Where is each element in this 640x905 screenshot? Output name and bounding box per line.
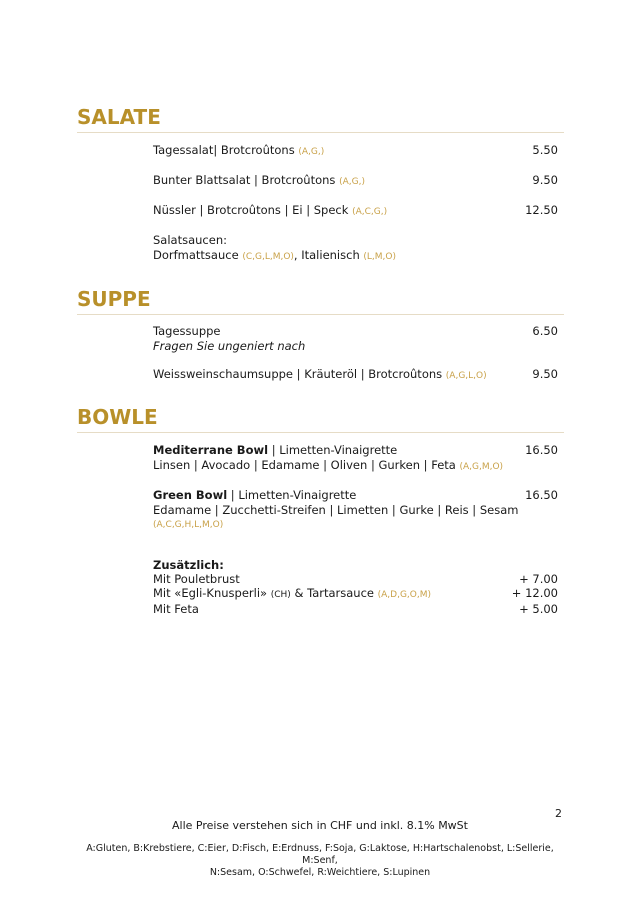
- menu-item: [153, 488, 558, 533]
- page-number: 2: [555, 807, 562, 820]
- menu-item: [153, 443, 558, 475]
- sauce-name: Dorfmattsauce: [153, 248, 239, 262]
- menu-item: [153, 173, 558, 190]
- menu-item: [153, 367, 558, 384]
- sauces-label: Salatsaucen:: [153, 233, 227, 247]
- allergen-legend-line: N:Sesam, O:Schwefel, R:Weichtiere, S:Lupinen: [209, 867, 431, 878]
- allergen-codes: (A,G,M,O): [459, 462, 504, 472]
- section-divider: [77, 314, 564, 315]
- allergen-codes: (A,G,): [298, 147, 325, 157]
- item-price: 5.50: [532, 143, 558, 157]
- allergen-codes: (A,D,G,O,M): [377, 590, 432, 600]
- section-title-salate: SALATE: [77, 105, 161, 129]
- item-name: Nüssler | Brotcroûtons | Ei | Speck: [153, 203, 349, 217]
- extra-item: [153, 572, 558, 586]
- extra-name: Mit Feta: [153, 602, 199, 616]
- salad-sauces: [153, 233, 558, 265]
- item-note: Fragen Sie ungeniert nach: [153, 339, 306, 353]
- item-dressing: | Limetten-Vinaigrette: [227, 488, 357, 502]
- allergen-codes: (A,G,L,O): [445, 371, 487, 381]
- item-price: 6.50: [532, 324, 558, 338]
- allergen-legend: [70, 843, 570, 879]
- item-price: 16.50: [525, 443, 558, 457]
- extra-name: Mit Pouletbrust: [153, 572, 240, 586]
- item-name: Weissweinschaumsuppe | Kräuteröl | Brotcroûtons: [153, 367, 443, 381]
- menu-item: [153, 143, 558, 160]
- extra-item: [153, 602, 558, 616]
- item-dressing: | Limetten-Vinaigrette: [268, 443, 398, 457]
- item-price: 12.50: [525, 203, 558, 217]
- item-name: Bunter Blattsalat | Brotcroûtons: [153, 173, 336, 187]
- extras-label: Zusätzlich:: [153, 558, 224, 572]
- allergen-codes: (A,C,G,H,L,M,O): [153, 520, 224, 530]
- item-name: Green Bowl: [153, 488, 228, 502]
- allergen-codes: (A,G,): [339, 177, 365, 187]
- section-title-suppe: SUPPE: [77, 287, 151, 311]
- allergen-codes: (C,G,L,M,O): [242, 252, 294, 262]
- price-note: Alle Preise verstehen sich in CHF und inkl. 8.1% MwSt: [172, 819, 468, 832]
- extra-price: + 7.00: [519, 572, 558, 586]
- extra-name: Mit «Egli-Knusperli»: [153, 586, 268, 600]
- extra-price: + 12.00: [511, 586, 558, 600]
- section-divider: [77, 432, 564, 433]
- allergen-codes: (A,C,G,): [352, 207, 388, 217]
- sauce-name: Italienisch: [301, 248, 360, 262]
- item-name: Mediterrane Bowl: [153, 443, 269, 457]
- allergen-codes: (L,M,O): [363, 252, 396, 262]
- section-title-bowle: BOWLE: [77, 405, 158, 429]
- extra-origin: (CH): [270, 590, 291, 600]
- allergen-legend-line: A:Gluten, B:Krebstiere, C:Eier, D:Fisch, E:Erdnuss, F:Soja, G:Laktose, H:Hartschalenobst, L:Sellerie, M:Senf,: [86, 843, 554, 866]
- section-divider: [77, 132, 564, 133]
- item-name: Tagessuppe: [153, 324, 221, 338]
- item-ingredients: Edamame | Zucchetti-Streifen | Limetten | Gurke | Reis | Sesam: [153, 503, 519, 517]
- item-price: 9.50: [532, 173, 558, 187]
- item-name: Tagessalat| Brotcroûtons: [153, 143, 295, 157]
- extras-block: [153, 558, 558, 616]
- menu-item: [153, 324, 558, 354]
- menu-item: [153, 203, 558, 220]
- separator: ,: [293, 248, 302, 262]
- extra-price: + 5.00: [519, 602, 558, 616]
- extra-suffix: & Tartarsauce: [290, 586, 374, 600]
- extra-item: [153, 586, 558, 602]
- item-ingredients: Linsen | Avocado | Edamame | Oliven | Gurken | Feta: [153, 458, 456, 472]
- item-price: 9.50: [532, 367, 558, 381]
- item-price: 16.50: [525, 488, 558, 502]
